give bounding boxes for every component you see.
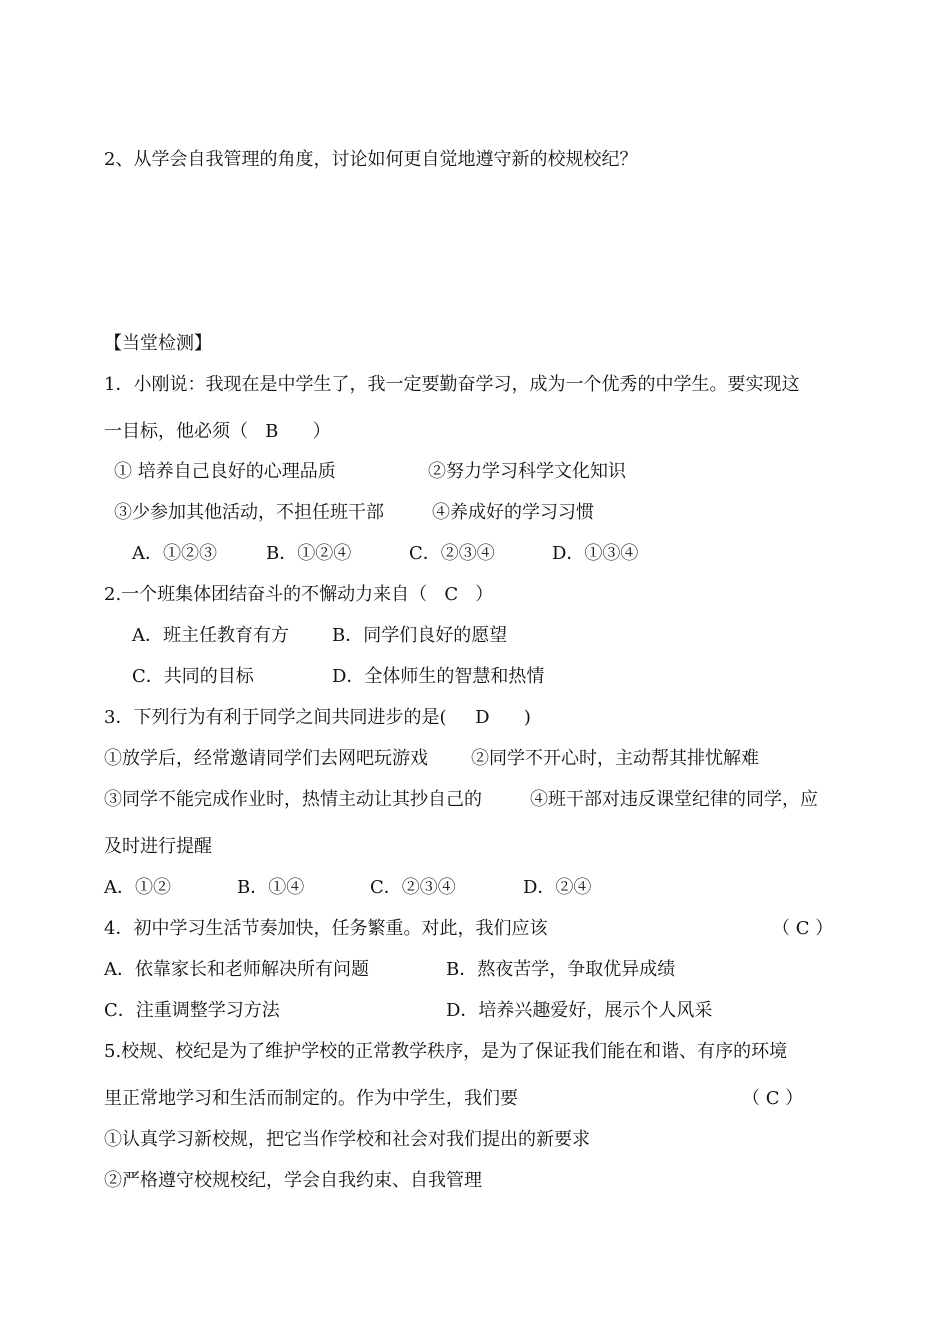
q3-item-4: ④班干部对违反课堂纪律的同学，应 xyxy=(530,789,818,810)
q3-item-4-cont: 及时进行提醒 xyxy=(104,836,212,857)
q5-stem-line1: 5.校规、校纪是为了维护学校的正常教学秩序，是为了保证我们能在和谐、有序的环境 xyxy=(104,1041,788,1062)
q3-item-3: ③同学不能完成作业时，热情主动让其抄自己的 xyxy=(104,789,482,810)
q5-item-1: ①认真学习新校规，把它当作学校和社会对我们提出的新要求 xyxy=(104,1129,590,1150)
q1-answer-c: C．②③④ xyxy=(409,543,495,564)
q4-option-c: C．注重调整学习方法 xyxy=(104,1000,280,1021)
section-title: 【当堂检测】 xyxy=(104,333,212,354)
discussion-question-2: 2、从学会自我管理的角度，讨论如何更自觉地遵守新的校规校纪？ xyxy=(104,149,638,170)
q1-stem-line2: 一目标，他必须（ B ） xyxy=(104,421,331,442)
q2-option-b: B．同学们良好的愿望 xyxy=(332,625,508,646)
q3-answer-c: C．②③④ xyxy=(370,877,456,898)
q3-answer-d: D．②④ xyxy=(523,877,592,898)
q3-item-1: ①放学后，经常邀请同学们去网吧玩游戏 xyxy=(104,748,428,769)
q1-option-4: ④养成好的学习习惯 xyxy=(432,502,594,523)
q4-option-b: B．熬夜苦学，争取优异成绩 xyxy=(446,959,676,980)
q4-answer: （ C ） xyxy=(772,918,834,939)
q3-stem: 3．下列行为有利于同学之间共同进步的是( D ) xyxy=(104,707,531,728)
q2-option-c: C．共同的目标 xyxy=(132,666,254,687)
q1-option-2: ②努力学习科学文化知识 xyxy=(428,461,626,482)
q1-answer-a: A．①②③ xyxy=(132,543,217,564)
q5-item-2: ②严格遵守校规校纪，学会自我约束、自我管理 xyxy=(104,1170,482,1191)
q3-answer-a: A．①② xyxy=(104,877,171,898)
q5-stem-line2: 里正常地学习和生活而制定的。作为中学生，我们要 xyxy=(104,1088,518,1109)
q1-option-3: ③少参加其他活动，不担任班干部 xyxy=(114,502,384,523)
q2-option-a: A．班主任教育有方 xyxy=(132,625,289,646)
q4-option-d: D．培养兴趣爱好，展示个人风采 xyxy=(446,1000,713,1021)
q2-option-d: D．全体师生的智慧和热情 xyxy=(332,666,545,687)
q4-stem: 4．初中学习生活节奏加快，任务繁重。对此，我们应该 xyxy=(104,918,548,939)
q5-answer: （ C ） xyxy=(742,1088,804,1109)
q1-stem-line1: 1．小刚说：我现在是中学生了，我一定要勤奋学习，成为一个优秀的中学生。要实现这 xyxy=(104,374,800,395)
q1-answer-b: B．①②④ xyxy=(266,543,352,564)
q3-answer-b: B．①④ xyxy=(237,877,305,898)
q4-option-a: A．依靠家长和老师解决所有问题 xyxy=(104,959,369,980)
q2-stem: 2.一个班集体团结奋斗的不懈动力来自（ C ） xyxy=(104,584,494,605)
q1-answer-d: D．①③④ xyxy=(552,543,639,564)
q1-option-1: ① 培养自己良好的心理品质 xyxy=(114,461,336,482)
q3-item-2: ②同学不开心时，主动帮其排忧解难 xyxy=(471,748,759,769)
